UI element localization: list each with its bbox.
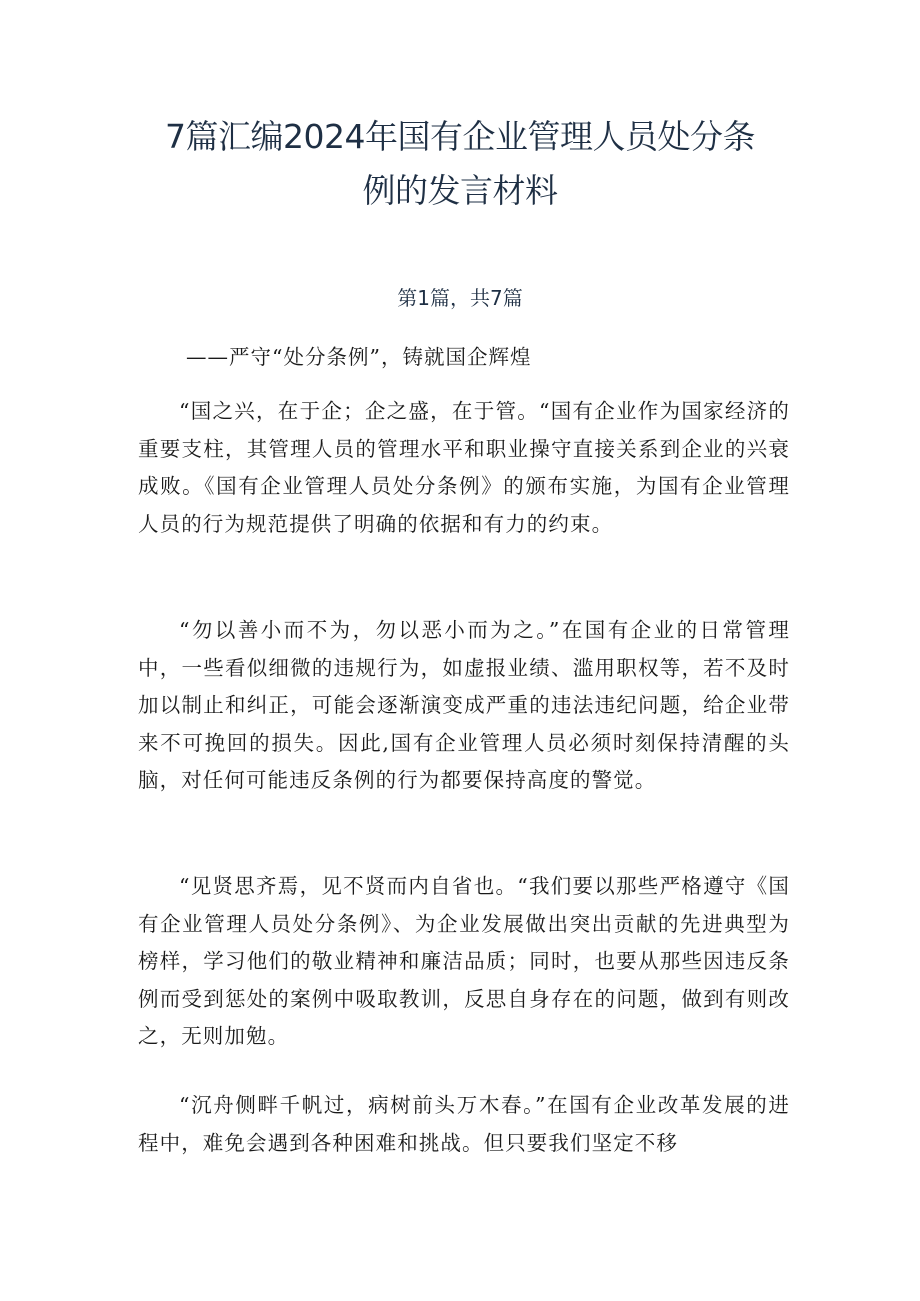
paragraph-2: “勿以善小而不为，勿以恶小而为之。”在国有企业的日常管理中，一些看似细微的违规行为，如虚报业绩、滥用职权等，若不及时加以制止和纠正，可能会逐渐演变成严重的违法违纪问题，给企业带来不可挽回的损失。因此,国有企业管理人员必须时刻保持清醒的头脑，对任何可能违反条例的行为都要保持高度的警觉。 — [138, 618, 790, 792]
byline: ——严守“处分条例”，铸就国企辉煌 — [186, 345, 532, 369]
section-heading: 第1篇，共7篇 — [397, 286, 523, 310]
document-title — [120, 110, 800, 218]
paragraph-1: “国之兴，在于企；企之盛，在于管。“国有企业作为国家经济的重要支柱，其管理人员的管理水平和职业操守直接关系到企业的兴衰成败。《国有企业管理人员处分条例》的颁布实施，为国有企业管理人员的行为规范提供了明确的依据和有力的约束。 — [138, 399, 790, 536]
title-line-2: 例的发言材料 — [362, 171, 558, 210]
paragraph-4: “沉舟侧畔千帆过，病树前头万木春。”在国有企业改革发展的进程中，难免会遇到各种困难和挑战。但只要我们坚定不移 — [138, 1093, 790, 1155]
title-line-1: 7篇汇编2024年国有企业管理人员处分条 — [165, 117, 755, 156]
paragraph-3: “见贤思齐焉，见不贤而内自省也。“我们要以那些严格遵守《国有企业管理人员处分条例》、为企业发展做出突出贡献的先进典型为榜样，学习他们的敬业精神和廉洁品质；同时，也要从那些因违反条例而受到惩处的案例中吸取教训，反思自身存在的问题，做到有则改之，无则加勉。 — [138, 874, 790, 1048]
